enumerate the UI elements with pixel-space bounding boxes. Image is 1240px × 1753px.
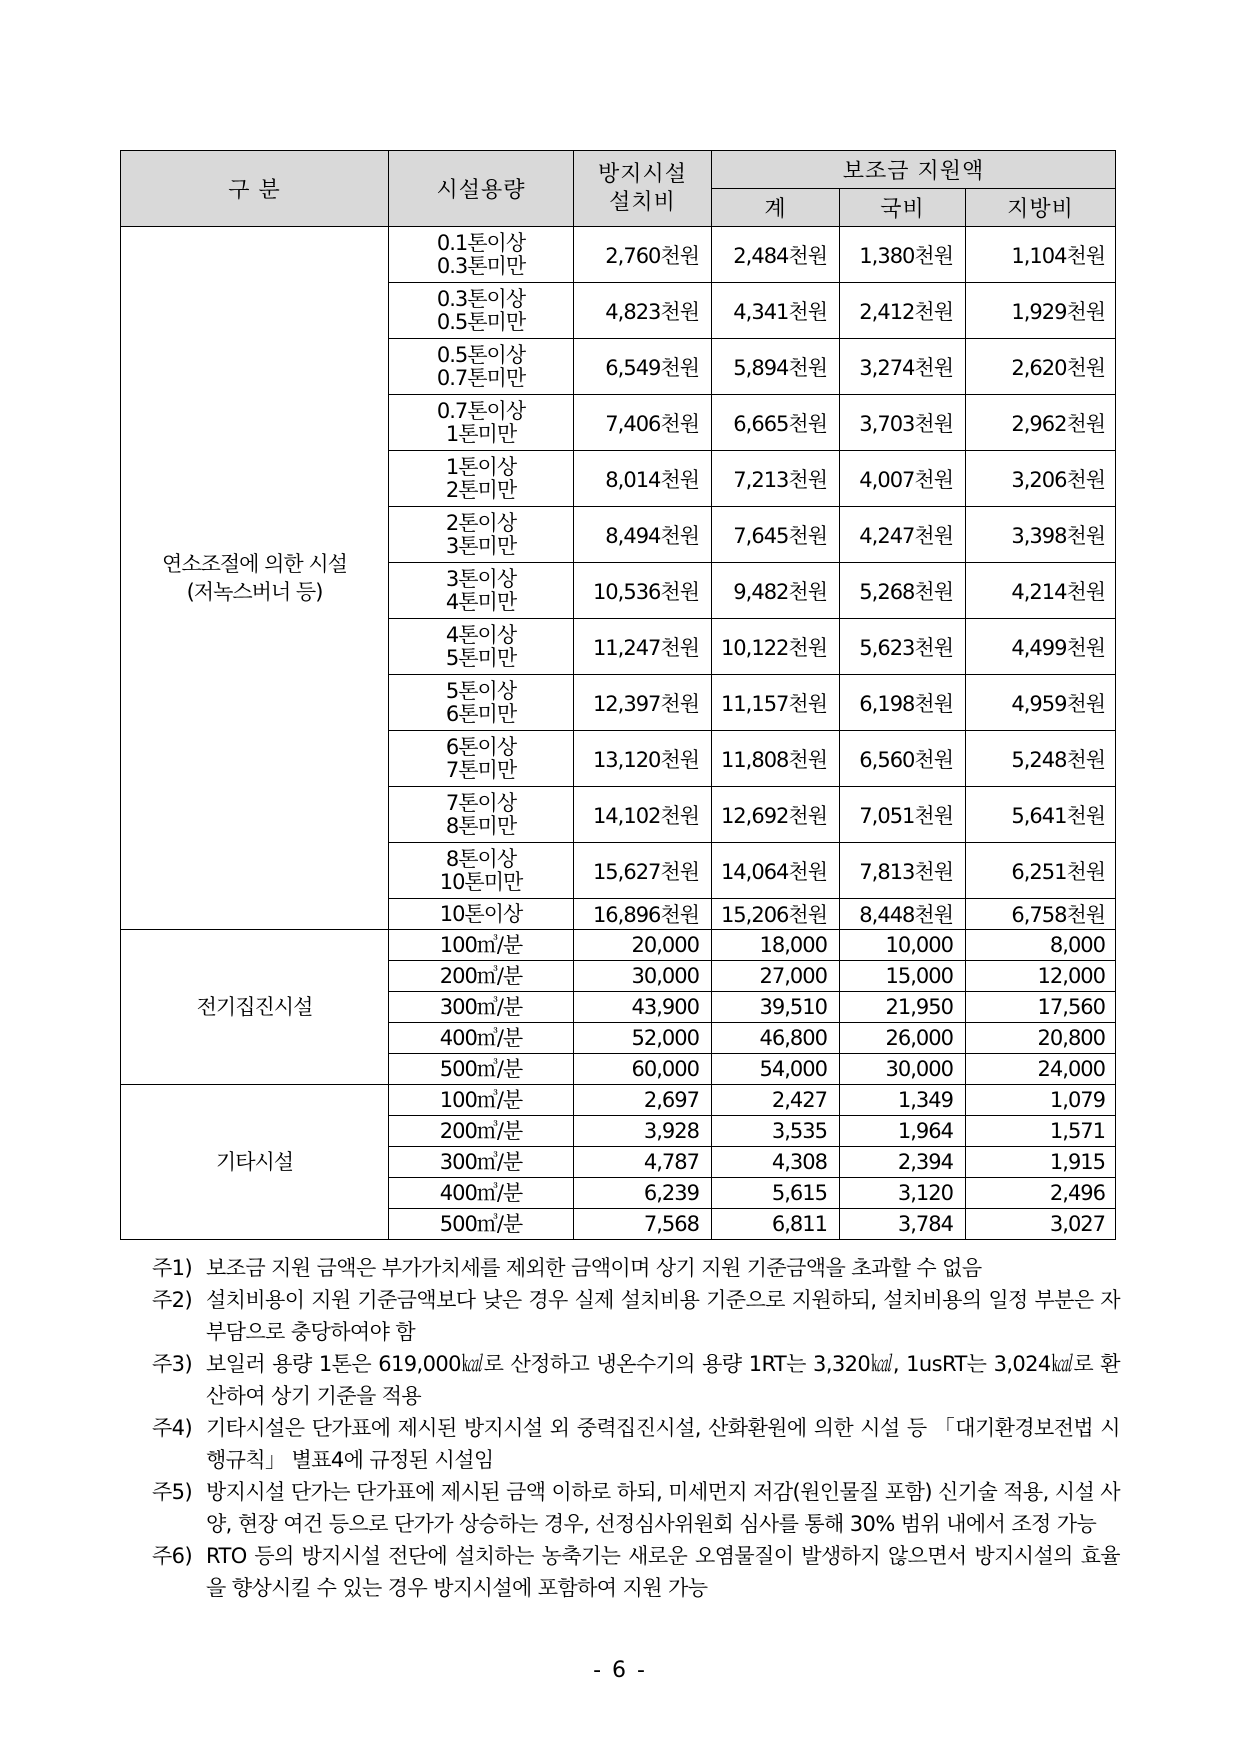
subsidy-total-cell: 10,122천원 <box>712 619 840 675</box>
header-install-cost-line1: 방지시설 <box>597 161 687 187</box>
capacity-unit: ㎥/분 <box>476 1087 523 1112</box>
capacity-min: 1톤이상 <box>445 454 517 479</box>
install-cost-cell: 15,627천원 <box>574 843 712 899</box>
capacity-max: 5톤미만 <box>445 645 517 670</box>
note-item <box>152 1252 1120 1284</box>
install-cost-cell: 43,900 <box>574 992 712 1023</box>
note-label: 주4) <box>152 1416 193 1440</box>
subsidy-total-cell: 9,482천원 <box>712 563 840 619</box>
subsidy-total-cell: 12,692천원 <box>712 787 840 843</box>
national-subsidy-cell: 5,268천원 <box>840 563 966 619</box>
subsidy-total-cell: 7,645천원 <box>712 507 840 563</box>
note-item <box>152 1476 1120 1540</box>
capacity-cell <box>389 930 574 961</box>
capacity-value: 500 <box>439 1211 477 1236</box>
local-subsidy-cell: 3,398천원 <box>966 507 1116 563</box>
note-item <box>152 1540 1120 1604</box>
national-subsidy-cell: 2,412천원 <box>840 283 966 339</box>
local-subsidy-cell: 5,248천원 <box>966 731 1116 787</box>
local-subsidy-cell: 1,571 <box>966 1116 1116 1147</box>
note-label: 주1) <box>152 1256 193 1280</box>
subsidy-total-cell: 54,000 <box>712 1054 840 1085</box>
table-row <box>121 1085 1116 1116</box>
capacity-max: 10톤미만 <box>439 869 523 894</box>
capacity-cell <box>389 1023 574 1054</box>
subsidy-total-cell: 5,894천원 <box>712 339 840 395</box>
category-subname: (저녹스버너 등) <box>186 580 323 604</box>
capacity-value: 400 <box>439 1180 477 1205</box>
capacity-value: 100 <box>439 1087 477 1112</box>
category-name: 연소조절에 의한 시설 <box>162 552 347 576</box>
header-category: 구 분 <box>121 151 389 227</box>
install-cost-cell: 7,568 <box>574 1209 712 1240</box>
note-text: 기타시설은 단가표에 제시된 방지시설 외 중력집진시설, 산화환원에 의한 시설 등 「대기환경보전법 시행규칙」 별표4에 규정된 시설임 <box>206 1416 1120 1472</box>
capacity-value: 200 <box>439 963 477 988</box>
local-subsidy-cell: 12,000 <box>966 961 1116 992</box>
capacity-cell <box>389 899 574 930</box>
capacity-max: 6톤미만 <box>445 701 517 726</box>
install-cost-cell: 30,000 <box>574 961 712 992</box>
notes <box>152 1252 1120 1604</box>
install-cost-cell: 8,014천원 <box>574 451 712 507</box>
install-cost-cell: 10,536천원 <box>574 563 712 619</box>
install-cost-cell: 6,549천원 <box>574 339 712 395</box>
capacity-cell <box>389 507 574 563</box>
note-text: 방지시설 단가는 단가표에 제시된 금액 이하로 하되, 미세먼지 저감(원인물질 포함) 신기술 적용, 시설 사양, 현장 여건 등으로 단가가 상승하는 경우, 선정심사위원회 심사를 통해 30% 범위 내에서 조정 가능 <box>206 1480 1120 1536</box>
local-subsidy-cell: 2,620천원 <box>966 339 1116 395</box>
local-subsidy-cell: 8,000 <box>966 930 1116 961</box>
national-subsidy-cell: 7,813천원 <box>840 843 966 899</box>
subsidy-total-cell: 2,484천원 <box>712 227 840 283</box>
national-subsidy-cell: 8,448천원 <box>840 899 966 930</box>
capacity-max: 3톤미만 <box>445 533 517 558</box>
table-row <box>121 930 1116 961</box>
capacity-cell <box>389 1085 574 1116</box>
category-cell <box>121 930 389 1085</box>
local-subsidy-cell: 3,027 <box>966 1209 1116 1240</box>
category-cell <box>121 227 389 930</box>
capacity-min: 7톤이상 <box>445 790 517 815</box>
national-subsidy-cell: 15,000 <box>840 961 966 992</box>
note-label: 주6) <box>152 1544 193 1568</box>
capacity-cell <box>389 283 574 339</box>
subsidy-total-cell: 4,341천원 <box>712 283 840 339</box>
local-subsidy-cell: 2,496 <box>966 1178 1116 1209</box>
note-label: 주2) <box>152 1288 193 1312</box>
capacity-cell <box>389 961 574 992</box>
subsidy-total-cell: 27,000 <box>712 961 840 992</box>
subsidy-total-cell: 14,064천원 <box>712 843 840 899</box>
capacity-value: 400 <box>439 1025 477 1050</box>
capacity-min: 0.5톤이상 <box>436 342 526 367</box>
subsidy-total-cell: 6,665천원 <box>712 395 840 451</box>
capacity-cell <box>389 227 574 283</box>
install-cost-cell: 7,406천원 <box>574 395 712 451</box>
capacity-value: 200 <box>439 1118 477 1143</box>
local-subsidy-cell: 6,758천원 <box>966 899 1116 930</box>
capacity-cell <box>389 1178 574 1209</box>
capacity-max: 4톤미만 <box>445 589 517 614</box>
subsidy-total-cell: 4,308 <box>712 1147 840 1178</box>
capacity-value: 100 <box>439 932 477 957</box>
subsidy-total-cell: 18,000 <box>712 930 840 961</box>
local-subsidy-cell: 2,962천원 <box>966 395 1116 451</box>
page-number: - 6 - <box>593 1658 647 1683</box>
subsidy-total-cell: 46,800 <box>712 1023 840 1054</box>
install-cost-cell: 20,000 <box>574 930 712 961</box>
install-cost-cell: 2,697 <box>574 1085 712 1116</box>
subsidy-total-cell: 3,535 <box>712 1116 840 1147</box>
capacity-cell <box>389 563 574 619</box>
capacity-unit: ㎥/분 <box>476 1211 523 1236</box>
national-subsidy-cell: 3,274천원 <box>840 339 966 395</box>
capacity-min: 0.1톤이상 <box>436 230 526 255</box>
capacity-min: 10톤이상 <box>439 901 523 926</box>
capacity-value: 300 <box>439 994 477 1019</box>
capacity-min: 6톤이상 <box>445 734 517 759</box>
install-cost-cell: 60,000 <box>574 1054 712 1085</box>
capacity-min: 8톤이상 <box>445 846 517 871</box>
install-cost-cell: 13,120천원 <box>574 731 712 787</box>
local-subsidy-cell: 5,641천원 <box>966 787 1116 843</box>
national-subsidy-cell: 4,247천원 <box>840 507 966 563</box>
national-subsidy-cell: 1,380천원 <box>840 227 966 283</box>
local-subsidy-cell: 4,959천원 <box>966 675 1116 731</box>
capacity-value: 500 <box>439 1056 477 1081</box>
national-subsidy-cell: 7,051천원 <box>840 787 966 843</box>
capacity-min: 0.7톤이상 <box>436 398 526 423</box>
national-subsidy-cell: 6,198천원 <box>840 675 966 731</box>
national-subsidy-cell: 30,000 <box>840 1054 966 1085</box>
local-subsidy-cell: 1,915 <box>966 1147 1116 1178</box>
table-row <box>121 227 1116 283</box>
national-subsidy-cell: 1,964 <box>840 1116 966 1147</box>
header-total: 계 <box>712 189 840 227</box>
header-subsidy: 보조금 지원액 <box>712 151 1116 189</box>
capacity-unit: ㎥/분 <box>476 1180 523 1205</box>
capacity-cell <box>389 1209 574 1240</box>
install-cost-cell: 12,397천원 <box>574 675 712 731</box>
national-subsidy-cell: 26,000 <box>840 1023 966 1054</box>
capacity-cell <box>389 1147 574 1178</box>
subsidy-total-cell: 2,427 <box>712 1085 840 1116</box>
header-national: 국비 <box>840 189 966 227</box>
header-capacity: 시설용량 <box>389 151 574 227</box>
capacity-unit: ㎥/분 <box>476 1149 523 1174</box>
subsidy-total-cell: 5,615 <box>712 1178 840 1209</box>
capacity-min: 0.3톤이상 <box>436 286 526 311</box>
local-subsidy-cell: 1,079 <box>966 1085 1116 1116</box>
install-cost-cell: 4,787 <box>574 1147 712 1178</box>
note-text: 보일러 용량 1톤은 619,000㎉로 산정하고 냉온수기의 용량 1RT는 3,320㎉, 1usRT는 3,024㎉로 환산하여 상기 기준을 적용 <box>206 1352 1120 1408</box>
national-subsidy-cell: 3,784 <box>840 1209 966 1240</box>
capacity-cell <box>389 787 574 843</box>
capacity-cell <box>389 992 574 1023</box>
install-cost-cell: 3,928 <box>574 1116 712 1147</box>
category-name: 기타시설 <box>215 1150 294 1174</box>
capacity-max: 0.5톤미만 <box>436 309 526 334</box>
national-subsidy-cell: 1,349 <box>840 1085 966 1116</box>
capacity-cell <box>389 395 574 451</box>
capacity-max: 1톤미만 <box>445 421 517 446</box>
capacity-cell <box>389 731 574 787</box>
national-subsidy-cell: 3,703천원 <box>840 395 966 451</box>
capacity-unit: ㎥/분 <box>476 994 523 1019</box>
subsidy-total-cell: 39,510 <box>712 992 840 1023</box>
national-subsidy-cell: 6,560천원 <box>840 731 966 787</box>
capacity-max: 0.3톤미만 <box>436 253 526 278</box>
capacity-cell <box>389 1054 574 1085</box>
subsidy-table <box>120 150 1116 1240</box>
local-subsidy-cell: 24,000 <box>966 1054 1116 1085</box>
note-label: 주3) <box>152 1352 193 1376</box>
capacity-cell <box>389 339 574 395</box>
install-cost-cell: 6,239 <box>574 1178 712 1209</box>
capacity-unit: ㎥/분 <box>476 1118 523 1143</box>
install-cost-cell: 11,247천원 <box>574 619 712 675</box>
category-cell <box>121 1085 389 1240</box>
install-cost-cell: 52,000 <box>574 1023 712 1054</box>
note-text: 보조금 지원 금액은 부가가치세를 제외한 금액이며 상기 지원 기준금액을 초과할 수 없음 <box>206 1256 982 1280</box>
capacity-unit: ㎥/분 <box>476 1025 523 1050</box>
header-install-cost <box>574 151 712 227</box>
note-text: 설치비용이 지원 기준금액보다 낮은 경우 실제 설치비용 기준으로 지원하되, 설치비용의 일정 부분은 자부담으로 충당하여야 함 <box>206 1288 1120 1344</box>
capacity-min: 2톤이상 <box>445 510 517 535</box>
subsidy-total-cell: 6,811 <box>712 1209 840 1240</box>
header-local: 지방비 <box>966 189 1116 227</box>
subsidy-total-cell: 11,808천원 <box>712 731 840 787</box>
capacity-unit: ㎥/분 <box>476 932 523 957</box>
local-subsidy-cell: 1,104천원 <box>966 227 1116 283</box>
subsidy-total-cell: 7,213천원 <box>712 451 840 507</box>
install-cost-cell: 16,896천원 <box>574 899 712 930</box>
note-item <box>152 1348 1120 1412</box>
national-subsidy-cell: 10,000 <box>840 930 966 961</box>
install-cost-cell: 8,494천원 <box>574 507 712 563</box>
note-item <box>152 1284 1120 1348</box>
note-label: 주5) <box>152 1480 193 1504</box>
local-subsidy-cell: 17,560 <box>966 992 1116 1023</box>
capacity-unit: ㎥/분 <box>476 1056 523 1081</box>
local-subsidy-cell: 20,800 <box>966 1023 1116 1054</box>
local-subsidy-cell: 4,214천원 <box>966 563 1116 619</box>
national-subsidy-cell: 5,623천원 <box>840 619 966 675</box>
note-item <box>152 1412 1120 1476</box>
note-text: RTO 등의 방지시설 전단에 설치하는 농축기는 새로운 오염물질이 발생하지 않으면서 방지시설의 효율을 향상시킬 수 있는 경우 방지시설에 포함하여 지원 가능 <box>206 1544 1120 1600</box>
capacity-cell <box>389 1116 574 1147</box>
category-name: 전기집진시설 <box>196 995 313 1019</box>
capacity-max: 7톤미만 <box>445 757 517 782</box>
local-subsidy-cell: 6,251천원 <box>966 843 1116 899</box>
local-subsidy-cell: 3,206천원 <box>966 451 1116 507</box>
capacity-unit: ㎥/분 <box>476 963 523 988</box>
install-cost-cell: 14,102천원 <box>574 787 712 843</box>
capacity-max: 2톤미만 <box>445 477 517 502</box>
national-subsidy-cell: 3,120 <box>840 1178 966 1209</box>
capacity-cell <box>389 619 574 675</box>
capacity-min: 5톤이상 <box>445 678 517 703</box>
install-cost-cell: 2,760천원 <box>574 227 712 283</box>
local-subsidy-cell: 1,929천원 <box>966 283 1116 339</box>
national-subsidy-cell: 21,950 <box>840 992 966 1023</box>
capacity-cell <box>389 843 574 899</box>
capacity-value: 300 <box>439 1149 477 1174</box>
capacity-cell <box>389 451 574 507</box>
subsidy-total-cell: 15,206천원 <box>712 899 840 930</box>
capacity-min: 4톤이상 <box>445 622 517 647</box>
national-subsidy-cell: 2,394 <box>840 1147 966 1178</box>
subsidy-total-cell: 11,157천원 <box>712 675 840 731</box>
capacity-max: 8톤미만 <box>445 813 517 838</box>
national-subsidy-cell: 4,007천원 <box>840 451 966 507</box>
capacity-cell <box>389 675 574 731</box>
local-subsidy-cell: 4,499천원 <box>966 619 1116 675</box>
capacity-min: 3톤이상 <box>445 566 517 591</box>
header-install-cost-line2: 설치비 <box>609 189 676 215</box>
capacity-max: 0.7톤미만 <box>436 365 526 390</box>
install-cost-cell: 4,823천원 <box>574 283 712 339</box>
